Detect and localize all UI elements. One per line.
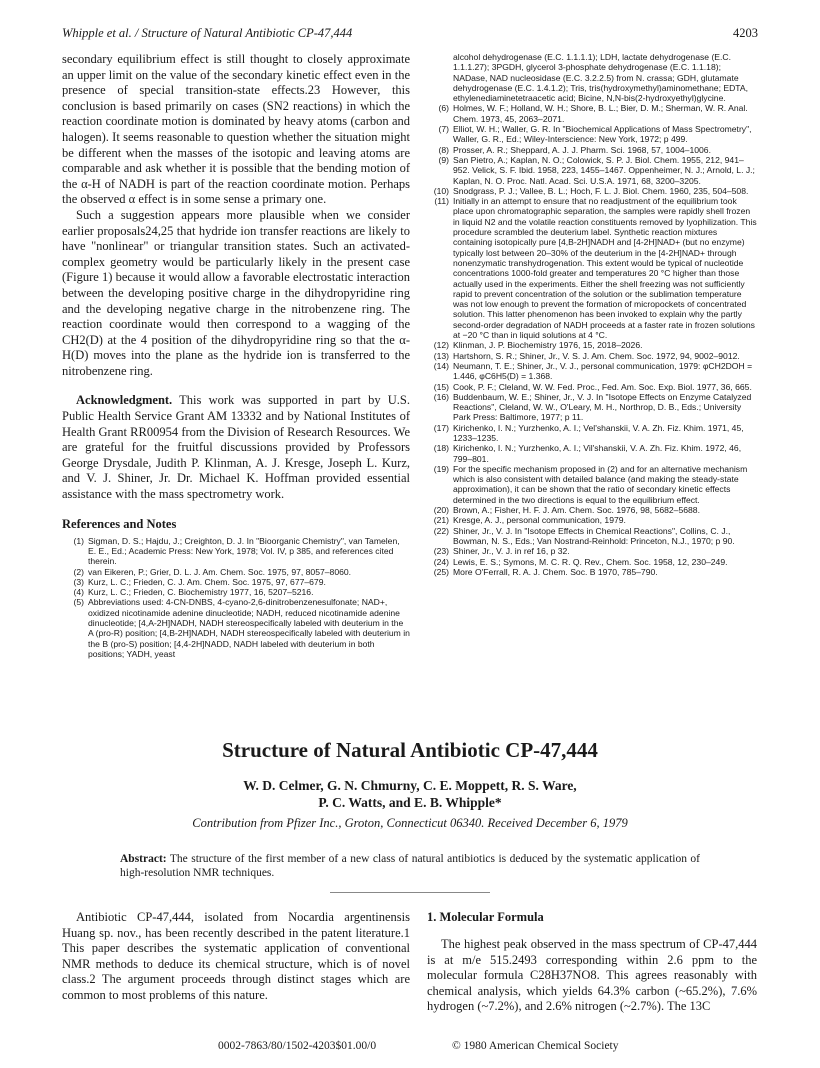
abstract-label: Abstract:	[120, 853, 167, 865]
abstract-text: The structure of the first member of a new class of natural antibiotics is deduced by the systematic application of high-resolution NMR techniques.	[120, 853, 700, 879]
authors	[62, 777, 758, 811]
intro-column	[62, 910, 410, 1004]
page-number: 4203	[733, 26, 758, 40]
reference-text: Shiner, Jr., V. J. In "Isotope Effects in Chemical Reactions", Collins, C. J., Bowman, N. S., Eds.; Van Nostrand-Reinhold: Princeton, N.J., 1970; p 90.	[453, 525, 735, 546]
reference-item	[427, 103, 757, 124]
reference-text: Buddenbaum, W. E.; Shiner, Jr., V. J. In "Isotope Effects on Enzyme Catalyzed Reactions", Cleland, W. W., O'Leary, M. H., Northrop, D. B., Eds.; University Park Press: Baltimore, 1977; p 11.	[453, 391, 752, 423]
reference-item	[427, 423, 757, 444]
reference-item	[427, 515, 757, 525]
authors-line: P. C. Watts, and E. B. Whipple*	[318, 795, 502, 810]
reference-item	[427, 145, 757, 155]
reference-number: (18)	[433, 443, 449, 454]
section-paragraph: The highest peak observed in the mass spectrum of CP-47,444 is at m/e 515.2493 corresponding within 2.6 ppm to the molecular formula C28H37NO8. This agrees reasonably with chemical analysis, which yields 64.3% carbon (~65.2%), 7.6% hydrogen (~7.2%), and 2.6% nitrogen (~2.7%). The 13C	[427, 937, 757, 1014]
reference-number: (4)	[73, 587, 84, 598]
article-title-block	[62, 738, 758, 831]
reference-text: Initially in an attempt to ensure that no readjustment of the equilibrium took place upon chromatographic separation, the samples were rapidly shell frozen in liquid N2 and the volatile reaction constituents removed by lyophilization. This procedure scrambled the deuterium label. Synthetic reaction mixtures containing isotopically pure [4,B-2H]NADH and [4-2H]NAD+ (but no enzyme) typically lost between 20–30% of the deuterium in the [4-2H]NAD+ through nonenzymatic transhydrogenation. This extent would be typical of nucleotide concentrations 1000-fold greater and temperatures 20 °C higher than those actually used in the experiments. Either the shell freezing was not sufficiently rapid to prevent concentration of the solution or the sublimation temperature was not low enough to prevent the formation of micropockets of concentrated solution. This latter phenomenon has been invoked to explain why the partly second-order degradation of NADH proceeds at a faster rate in frozen solutions at −20 °C than in liquid solutions at 4 °C.	[453, 196, 757, 341]
reference-number: (3)	[73, 576, 84, 587]
acknowledgment-text: This work was supported in part by U.S. Public Health Service Grant AM 13332 and by National Institutes of Health Grant RR00954 from the Division of Research Resources. We are grateful for the fruitful discussions provided by Professors George Drysdale, Judith P. Klinman, A. J. Kresge, Joseph L. Kurz, and V. J. Shiner, Jr. Dr. Michael K. Hoffman provided essential assistance with the mass spectrometry work.	[62, 393, 410, 502]
contribution-line: Contribution from Pfizer Inc., Groton, Connecticut 06340. Received December 6, 1979	[192, 816, 628, 830]
reference-number: (25)	[433, 566, 449, 577]
reference-text: Shiner, Jr., V. J. in ref 16, p 32.	[453, 546, 570, 557]
reference-text: alcohol dehydrogenase (E.C. 1.1.1.1); LDH, lactate dehydrogenase (E.C. 1.1.1.27); 3PGDH, glycerol 3-phosphate dehydrogenase (E.C. 1.1.18); NADase, NAD nucleosidase (E.C. 3.2.2.5) from N. crassa; GDH, glutamate dehydrogenase (E.C. 1.4.1.2); Tris, tris(hydroxymethyl)aminomethane; EDTA, ethylenediaminetetraacetic acid; Bicine, N,N-bis(2-hydroxyethyl)glycine.	[453, 52, 749, 104]
reference-number: (12)	[433, 340, 449, 351]
body-paragraph: secondary equilibrium effect is still thought to closely approximate an upper limit on the value of the secondary kinetic effect even in the presence of special transition-state effects.23 However, this conclusion is based primarily on cases (SN2 reactions) in which the reaction coordinate motion is dominated by heavy atoms (carbon and halogen). It seems reasonable to question whether the situation might be different when the masses of the isotopic and leaving atoms are comparable and ask whether it is possible that the bending motion of the α-H of NADH is part of the reaction coordinate motion. Perhaps the observed α effect is in some sense a primary one.	[62, 52, 410, 207]
reference-item	[427, 392, 757, 423]
reference-item	[427, 155, 757, 186]
article-title: Structure of Natural Antibiotic CP-47,444	[222, 738, 598, 762]
reference-text: Cook, P. F.; Cleland, W. W. Fed. Proc., Fed. Am. Soc. Exp. Biol. 1977, 36, 665.	[453, 381, 752, 392]
reference-number: (14)	[433, 360, 449, 371]
reference-number: (24)	[433, 556, 449, 567]
reference-number: (13)	[433, 350, 449, 361]
reference-item	[427, 557, 757, 567]
references-list-left	[62, 536, 410, 660]
reference-item	[62, 536, 410, 567]
reference-number: (1)	[73, 535, 84, 546]
acknowledgment	[62, 393, 410, 502]
reference-item	[427, 443, 757, 464]
reference-item	[427, 382, 757, 392]
reference-number: (22)	[433, 525, 449, 536]
reference-item	[427, 186, 757, 196]
reference-text: Neumann, T. E.; Shiner, Jr., V. J., personal communication, 1979: φCH2DOH = 1.446, φC6H5(D) = 1.368.	[453, 360, 753, 382]
reference-number: (17)	[433, 422, 449, 433]
left-column	[62, 52, 410, 659]
reference-text: Holmes, W. F.; Holland, W. H.; Shore, B. L.; Bier, D. M.; Sherman, W. R. Anal. Chem. 1973, 45, 2063–2071.	[453, 103, 748, 124]
acknowledgment-heading: Acknowledgment.	[76, 393, 173, 408]
reference-text: Prosser, A. R.; Sheppard, A. J. J. Pharm. Sci. 1968, 57, 1004–1006.	[453, 144, 711, 155]
reference-item	[62, 567, 410, 577]
reference-item	[427, 361, 757, 382]
authors-line: W. D. Celmer, G. N. Chmurny, C. E. Moppett, R. S. Ware,	[243, 778, 577, 793]
reference-number: (2)	[73, 566, 84, 577]
reference-text: Lewis, E. S.; Symons, M. C. R. Q. Rev., Chem. Soc. 1958, 12, 230–249.	[453, 556, 728, 567]
reference-text: More O'Ferrall, R. A. J. Chem. Soc. B 1970, 785–790.	[453, 566, 658, 577]
reference-number: (9)	[438, 154, 449, 165]
reference-number: (6)	[438, 103, 449, 114]
reference-item	[62, 577, 410, 587]
divider-rule	[330, 892, 490, 893]
reference-text: Kurz, L. C.; Frieden, C. J. Am. Chem. Soc. 1975, 97, 677–679.	[88, 576, 326, 587]
reference-item	[427, 340, 757, 350]
reference-number: (15)	[433, 381, 449, 392]
reference-item	[427, 505, 757, 515]
reference-number: (10)	[433, 185, 449, 196]
abstract	[120, 852, 700, 880]
reference-text: Kirichenko, I. N.; Yurzhenko, A. I.; Vil'shanskii, V. A. Zh. Fiz. Khim. 1972, 46, 799–801.	[453, 443, 742, 464]
body-paragraph: Such a suggestion appears more plausible when we consider earlier proposals24,25 that hydride ion transfer reactions are likely to have "nonlinear" or triangular transition states. Such an activated-complex geometry would be particularly likely in the present case (Figure 1) because it would allow a favorable electrostatic interaction between the developing positive charge in the dihydropyridine ring and the developing negative charge in the nitrobenzene ring. The reaction coordinate would then correspond to a wagging of the CH2(D) at the 4 position of the dihydropyridine ring so that the α-H(D) moves into the plane as the hydride ion is transferred to the nitrobenzene ring.	[62, 207, 410, 378]
reference-number: (19)	[433, 463, 449, 474]
reference-number	[427, 52, 453, 103]
reference-number: (8)	[438, 144, 449, 155]
reference-item	[62, 597, 410, 659]
reference-text: van Eikeren, P.; Grier, D. L. J. Am. Chem. Soc. 1975, 97, 8057–8060.	[88, 566, 352, 577]
reference-text: Kresge, A. J., personal communication, 1979.	[453, 515, 626, 526]
reference-item	[427, 196, 757, 340]
references-list-right	[427, 52, 757, 577]
reference-number: (21)	[433, 515, 449, 526]
reference-text: Abbreviations used: 4-CN-DNBS, 4-cyano-2,6-dinitrobenzenesulfonate; NAD+, oxidized nicotinamide adenine dinucleotide; NADH, reduced nicotinamide adenine dinucleotide; [4,A-2H]NADH, NADH stereospecifically labeled with deuterium in the A (pro-R) position; [4,B-2H]NADH, NADH stereospecifically labeled with deuterium in the B (pro-S) position; [4,4-2H]NADD, NADH labeled with deuterium in both positions; YADH, yeast	[88, 597, 410, 659]
reference-text: Klinman, J. P. Biochemistry 1976, 15, 2018–2026.	[453, 340, 643, 351]
issn-code: 0002-7863/80/1502-4203$01.00/0	[218, 1040, 377, 1052]
reference-item	[427, 464, 757, 505]
reference-text: For the specific mechanism proposed in (2) and for an alternative mechanism which is also consistent with detailed balance (and making the steady-state approximation), it can be shown that the ratio of secondary kinetic effects determined in the two directions is equal to the equilibrium effect.	[453, 463, 748, 505]
reference-item	[427, 124, 757, 145]
reference-text: Elliot, W. H.; Waller, G. R. In "Biochemical Applications of Mass Spectrometry", Waller, G. R., Ed.; Wiley-Interscience: New York, 1972; p 499.	[453, 124, 752, 145]
reference-item	[427, 567, 757, 577]
reference-text: Snodgrass, P. J.; Vallee, B. L.; Hoch, F. L. J. Biol. Chem. 1960, 235, 504–508.	[453, 185, 749, 196]
section-column	[427, 910, 757, 1015]
reference-number: (11)	[434, 196, 449, 207]
reference-text: Kirichenko, I. N.; Yurzhenko, A. I.; Vel'shanskii, V. A. Zh. Fiz. Khim. 1971, 45, 1233–1235.	[453, 422, 744, 443]
reference-item	[427, 546, 757, 556]
reference-number: (16)	[433, 391, 449, 402]
references-heading: References and Notes	[62, 516, 177, 531]
reference-text: San Pietro, A.; Kaplan, N. O.; Colowick, S. P. J. Biol. Chem. 1955, 212, 941–952. Velick, S. F. Ibid. 1958, 223, 1455–1467. Oppenheimer, N. J.; Arnold, L. J.; Kaplan, N. O. Proc. Natl. Acad. Sci. U.S.A. 1971, 68, 3200–3205.	[453, 154, 755, 186]
reference-item	[427, 351, 757, 361]
right-column	[427, 52, 757, 577]
copyright: © 1980 American Chemical Society	[452, 1040, 619, 1052]
reference-number: (5)	[73, 597, 84, 608]
reference-item	[62, 587, 410, 597]
reference-text: Hartshorn, S. R.; Shiner, Jr., V. S. J. Am. Chem. Soc. 1972, 94, 9002–9012.	[453, 350, 740, 361]
running-header: Whipple et al. / Structure of Natural Antibiotic CP-47,444	[62, 26, 353, 40]
reference-item	[427, 526, 757, 547]
reference-number: (23)	[433, 546, 449, 557]
reference-text: Brown, A.; Fisher, H. F. J. Am. Chem. Soc. 1976, 98, 5682–5688.	[453, 505, 700, 516]
intro-paragraph: Antibiotic CP-47,444, isolated from Nocardia argentinensis Huang sp. nov., has been recently described in the patent literature.1 This paper describes the systematic application of conventional NMR methods to deduce its chemical structure, which is of novel class.2 The argument proceeds through distinct stages which are common to most problems of this nature.	[62, 910, 410, 1002]
reference-number: (20)	[433, 505, 449, 516]
reference-item	[427, 52, 757, 103]
section-heading: 1. Molecular Formula	[427, 910, 544, 924]
reference-text: Sigman, D. S.; Hajdu, J.; Creighton, D. J. In "Bioorganic Chemistry", van Tamelen, E. E., Ed.; Academic Press: New York, 1978; Vol. IV, p 385, and references cited therein.	[88, 535, 400, 567]
reference-text: Kurz, L. C.; Frieden, C. Biochemistry 1977, 16, 5207–5216.	[88, 587, 314, 598]
reference-number: (7)	[438, 124, 449, 135]
